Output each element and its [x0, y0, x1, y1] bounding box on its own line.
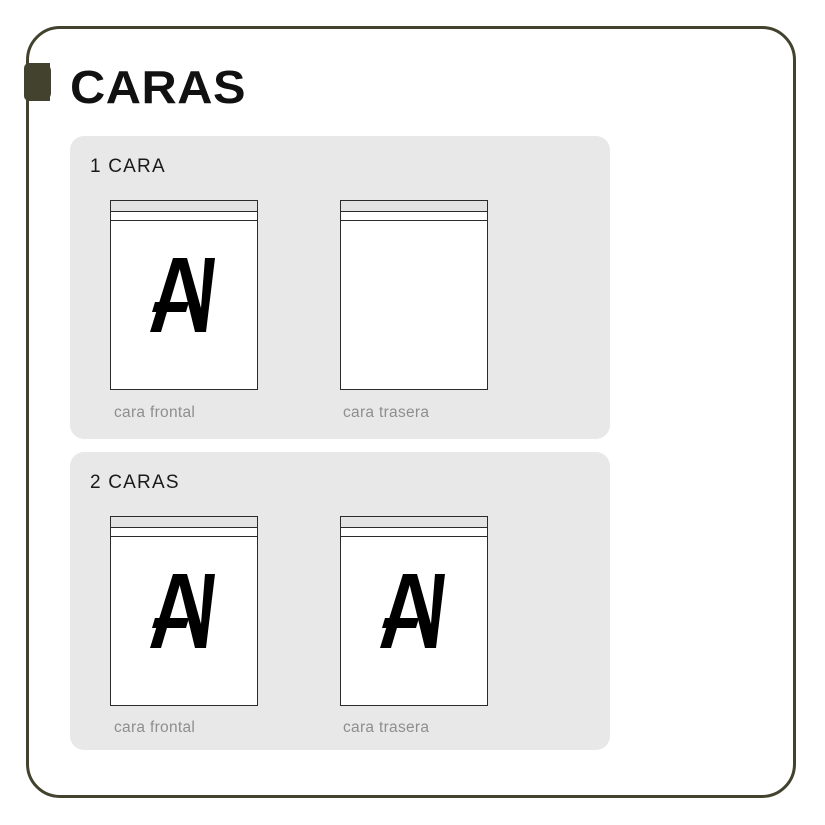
bag-seal-top	[111, 201, 257, 212]
bag-seal-top	[111, 517, 257, 528]
bag-front-two-caras	[110, 516, 258, 706]
bag-caption: cara trasera	[343, 719, 430, 736]
bag-caption: cara trasera	[343, 404, 430, 421]
av-monogram-icon	[341, 566, 487, 656]
bag-seal-line	[341, 212, 487, 221]
av-monogram-icon	[111, 250, 257, 340]
av-monogram-icon	[111, 566, 257, 656]
bag-back-one-cara	[340, 200, 488, 390]
bag-seal-line	[111, 212, 257, 221]
bag-caption: cara frontal	[114, 719, 196, 736]
bag-seal-line	[341, 528, 487, 537]
bag-caption: cara frontal	[114, 404, 196, 421]
corner-tab-marker	[24, 63, 50, 101]
bag-seal-top	[341, 517, 487, 528]
section-label: 2 CARAS	[90, 472, 180, 493]
bag-front-one-cara	[110, 200, 258, 390]
bag-back-two-caras	[340, 516, 488, 706]
section-label: 1 CARA	[90, 156, 166, 177]
page-title: CARAS	[70, 61, 247, 113]
bag-seal-line	[111, 528, 257, 537]
bag-seal-top	[341, 201, 487, 212]
